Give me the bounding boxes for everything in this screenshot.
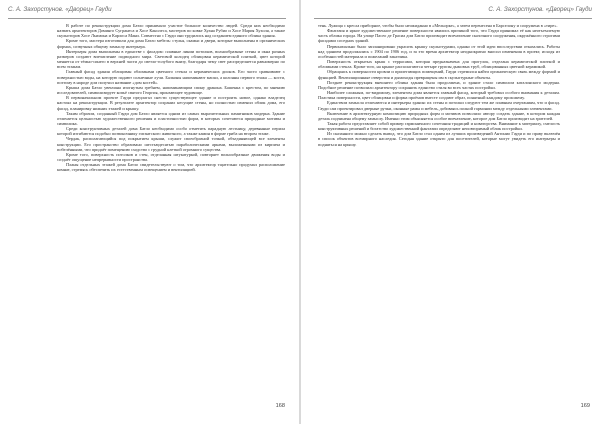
paragraph: тень. Лужица с кресла приборное, чтобы было неожиданно в «Мельорке», а затем перенесена в Барселону и сооружена в «тире». [318, 23, 558, 28]
paragraph: Планы отдельных этажей дома Батло свидетельствуют о том, что архитектор тщательно продумал расположение комнат, стремясь обеспечить их естественным освещением и вентиляцией. [57, 162, 285, 173]
paragraph: Крыша дома Батло увенчана изогнутым гребнем, напоминающим спину дракона. Башенка с крестом, по мнению исследователей, символизирует копьё святого Георгия, пронзающее чудовище. [57, 84, 285, 96]
paragraph: Единством замысла отличаются и интерьеры здания: их стены и потолки следуют тем же плавным очертаниям, что и фасад. Гауди сам проектировал дверные ручки, оконные рамы и мебель, добиваясь полной гармонии между отдельными элементами. [318, 100, 560, 111]
paragraph: В работе по реконструкции дома Батло принимало участие большое количество людей. Среди них необходимо назвать архитекторов Доминго Сугранеса и Хосе Канолеса, мастеров по ковке Хуана Рубио и Хосе Мария Хухоля, а также скульпторов Хосе Льимона и Карлоса Мани. Совместно с Гауди они трудились над созданием единого облика здания. [57, 23, 285, 39]
paragraph: Первоначально было запланировано украсить крышу скульптурами, однако от этой идеи впоследствии отказались. Работы над зданием продолжались с 1904 по 1906 год, и за это время архитектор неоднократно вносил изменения в проект, исходя из особенностей материала и пожеланий заказчика. [318, 43, 560, 59]
paragraph: Среди конструктивных деталей дома Батло необходимо особо отметить парадную лестницу, деревянные перила которой изгибаются подобно позвоночнику гигантского животного, а также камин в форме гриба на втором этаже. [57, 126, 285, 137]
paragraph: Интерьеры дома выполнены в единстве с фасадом: плавные линии потолков, волнообразные стены и окна разных размеров создают впечатление подводного мира. Световой колодец облицован керамической плиткой, цвет которой меняется от тёмно-синего в верхней части до светло-голубого внизу, благодаря чему свет распределяется равномерно по всем этажам. [57, 48, 285, 70]
page-number: 168 [275, 403, 285, 409]
header-rule [8, 18, 286, 19]
paragraph: Чердак, располагающийся под покрытием крыши, служит своеобразной точкой, объединяющей все элементы конструкции. Его пространство образовано шестьюдесятью параболическими арками, выложенными из кирпича и побелёнными, что придаёт помещению сходство с грудной клеткой огромного существа. [57, 136, 285, 152]
paragraph: Поверхность открытых крыш с террасами, которая предназначена для прогулок, отделана керамической плиткой и обломками стекла. Кроме того, на крыше располагаются четыре группы дымовых труб, облицованных цветной керамикой. [318, 59, 560, 70]
paragraph: Такая работа представляет собой пример гармоничного сочетания традиций и новаторства. Внимание к материалу, смелость конструктивных решений и богатство художественной фантазии определяют неповторимый облик постройки. [318, 120, 560, 132]
running-head: С. А. Захорстунов. «Дворец» Гауди [488, 6, 592, 13]
paragraph: Включение в архитектурную композицию природных форм и мотивов позволило автору создать здание, в котором каждая деталь подчинена общему замыслу. Именно этим объясняется особое впечатление, которое дом Батло производит на зрителей. [318, 110, 560, 121]
paragraph: Кроме того, мастера изготовили для дома Батло мебель: стулья, скамьи и двери, которые выполнены в органических формах, созвучных общему замыслу интерьера. [57, 38, 285, 49]
paragraph: Таким образом, созданный Гауди дом Батло является одним из самых выразительных памятников модерна. Здание отличается цельностью художественного решения и пластичностью форм, в которых сочетаются природные мотивы и символика. [57, 110, 285, 126]
paragraph: Кроме того, поверхность потолков и стен, отделанная штукатуркой, повторяет волнообразные движения воды и создаёт ощущение непрерывности пространства. [57, 151, 285, 163]
body-text [57, 23, 285, 396]
body-text [318, 23, 560, 396]
paragraph: Наиболее сложным, по-видимому, элементом дома является главный фасад, который требовал особого внимания к деталям. Пластика поверхности, цвет облицовки и форма проёмов вместе создают образ, понятный каждому прохожему. [318, 90, 560, 101]
paragraph: Обращаясь к поверхности кровли и прилегающих помещений, Гауди стремился найти органическую связь между формой и функцией. Вентиляционные отверстия и дымоходы превращены им в скульптурные объекты. [318, 69, 560, 80]
paragraph: В первоначальном проекте Гауди предлагал снести существующее здание и построить новое, однако владелец настоял на реконструкции. В результате архитектор сохранил несущие стены, но полностью изменил облик дома, его фасад, планировку нижних этажей и крышу. [57, 95, 285, 111]
header-rule [314, 18, 592, 19]
right-page [300, 0, 600, 424]
page-number: 169 [580, 403, 590, 409]
paragraph: Фантазия и яркое художественное решение поверхности явились причиной того, что Гауди принимал её как неотъемлемую часть облика города. На улице Пасео де Грасиа дом Батло производит впечатление сказочного сооружения, окружённого строгими фасадами соседних зданий. [318, 28, 560, 44]
paragraph: Главный фасад здания облицован обломками цветного стекла и керамических дисков. Его часто сравнивают с поверхностью воды, на которую падают солнечные лучи. Балконы напоминают маски, а колонны первого этажа — кости, поэтому в народе дом получил название «дом костей». [57, 69, 285, 85]
paragraph: Позднее реконструкция внешнего облика здания была продолжена, и здание стало символом каталонского модерна. Подобное решение позволило архитектору сохранить единство стиля во всех частях постройки. [318, 79, 560, 90]
running-head: С. А. Захорстунов. «Дворец» Гауди [8, 6, 112, 13]
paragraph: Из сказанного можно сделать вывод, что дом Батло стал одним из лучших произведений Антонио Гауди и по праву включён в список объектов всемирного наследия. Сегодня здание открыто для посетителей, которые могут увидеть его интерьеры и подняться на крышу. [318, 131, 560, 147]
